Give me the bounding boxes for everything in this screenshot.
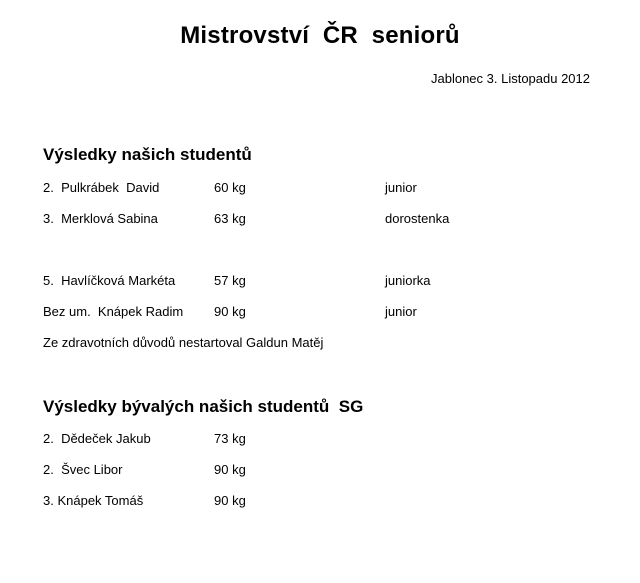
result-row [43,304,603,320]
athlete-name: 2. Švec Libor [43,462,123,477]
result-row [43,493,603,509]
weight-class: 60 kg [214,180,246,195]
result-row [43,431,603,447]
athlete-name: 3. Merklová Sabina [43,211,158,226]
page-title: Mistrovství ČR seniorů [180,22,460,49]
athlete-name: Bez um. Knápek Radim [43,304,184,319]
age-category: junior [385,304,417,319]
result-row [43,273,603,289]
athlete-name: 3. Knápek Tomáš [43,493,144,508]
weight-class: 73 kg [214,431,246,446]
weight-class: 90 kg [214,462,246,477]
result-row [43,462,603,478]
age-category: juniorka [385,273,431,288]
section-heading-former-students: Výsledky bývalých našich studentů SG [43,397,364,416]
weight-class: 63 kg [214,211,246,226]
place-date: Jablonec 3. Listopadu 2012 [430,71,590,86]
athlete-name: 5. Havlíčková Markéta [43,273,176,288]
weight-class: 57 kg [214,273,246,288]
athlete-name: 2. Pulkrábek David [43,180,160,195]
weight-class: 90 kg [214,493,246,508]
weight-class: 90 kg [214,304,246,319]
result-row [43,180,603,196]
age-category: dorostenka [385,211,450,226]
section-heading-current-students: Výsledky našich studentů [43,145,252,164]
age-category: junior [385,180,417,195]
result-row [43,211,603,227]
health-note: Ze zdravotních důvodů nestartoval Galdun Matěj [43,335,324,350]
athlete-name: 2. Dědeček Jakub [43,431,151,446]
